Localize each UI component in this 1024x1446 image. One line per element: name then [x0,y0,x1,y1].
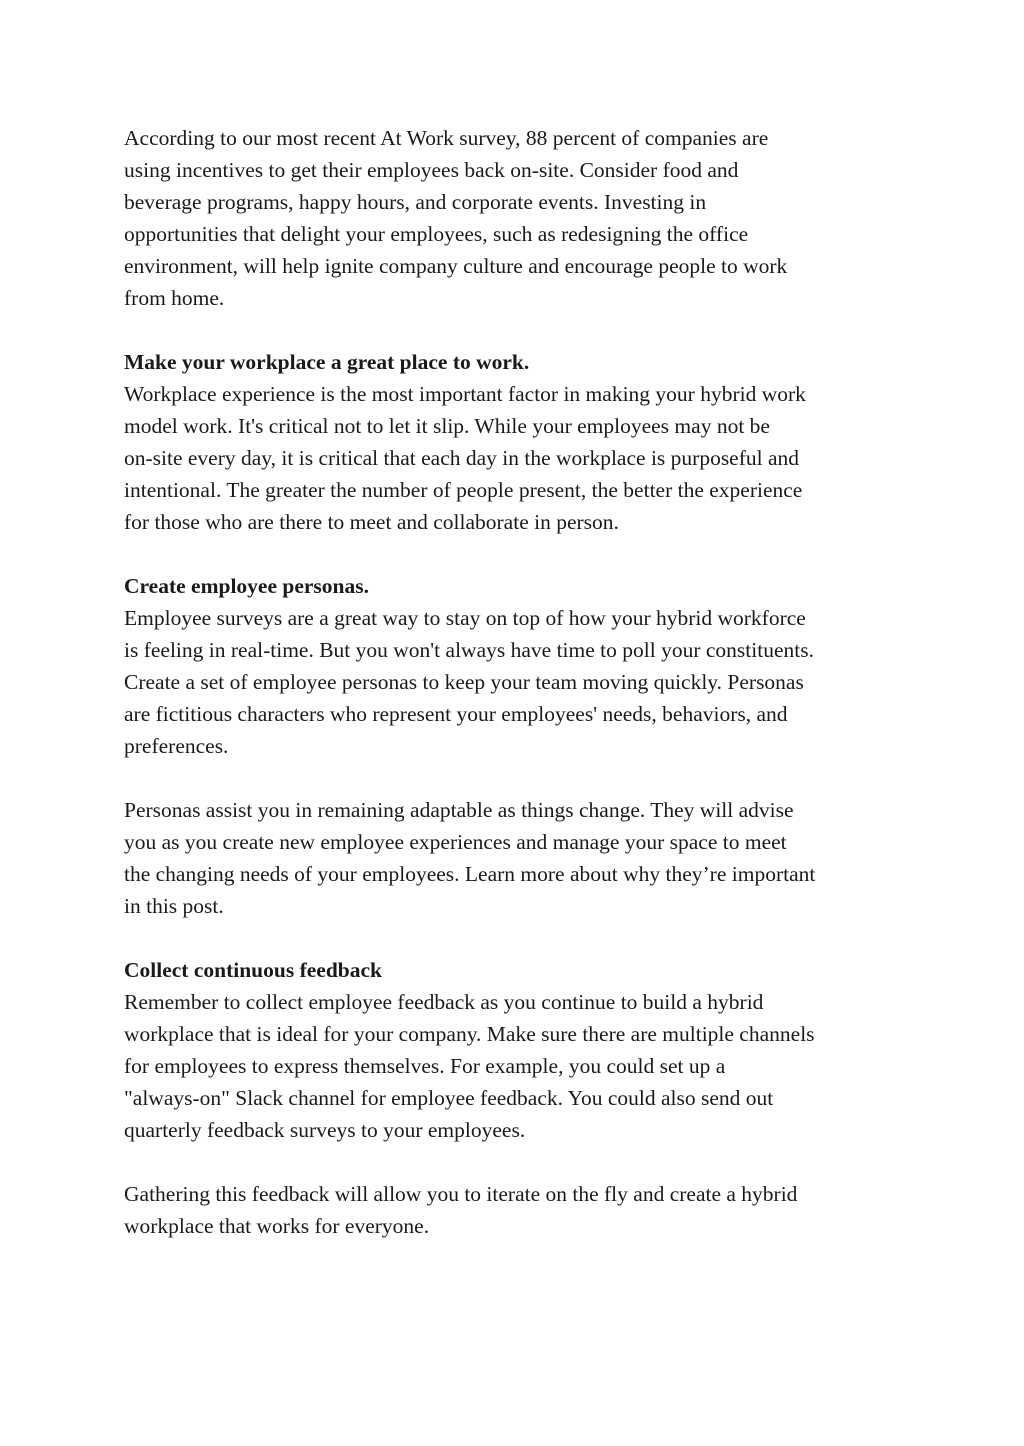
section-paragraph [124,794,904,922]
section-personas [124,570,904,922]
text-line: for those who are there to meet and collaborate in person. [124,510,619,534]
text-line: on-site every day, it is critical that each day in the workplace is purposeful and [124,446,800,470]
text-line: is feeling in real-time. But you won't always have time to poll your constituents. [124,638,814,662]
text-line: Employee surveys are a great way to stay on top of how your hybrid workforce [124,606,806,630]
text-line: the changing needs of your employees. Learn more about why they’re important [124,862,816,886]
section-paragraph [124,378,904,538]
text-line: Personas assist you in remaining adaptable as things change. They will advise [124,798,794,822]
document-page [124,122,904,1274]
text-line: you as you create new employee experiences and manage your space to meet [124,830,787,854]
text-line: Remember to collect employee feedback as you continue to build a hybrid [124,990,764,1014]
text-line: using incentives to get their employees back on-site. Consider food and [124,158,739,182]
text-line: workplace that works for everyone. [124,1214,430,1238]
section-heading: Collect continuous feedback [124,958,382,982]
text-line: quarterly feedback surveys to your employees. [124,1118,526,1142]
section-heading: Make your workplace a great place to work. [124,350,530,374]
text-line: workplace that is ideal for your company. Make sure there are multiple channels [124,1022,815,1046]
section-heading: Create employee personas. [124,574,370,598]
text-line: Workplace experience is the most important factor in making your hybrid work [124,382,806,406]
text-line: preferences. [124,734,229,758]
section-workplace [124,346,904,538]
text-line: Gathering this feedback will allow you to iterate on the fly and create a hybrid [124,1182,798,1206]
text-line: "always-on" Slack channel for employee feedback. You could also send out [124,1086,774,1110]
text-line: for employees to express themselves. For example, you could set up a [124,1054,726,1078]
text-line: are fictitious characters who represent your employees' needs, behaviors, and [124,702,788,726]
text-line: beverage programs, happy hours, and corporate events. Investing in [124,190,707,214]
text-line: intentional. The greater the number of people present, the better the experience [124,478,803,502]
text-line: According to our most recent At Work survey, 88 percent of companies are [124,126,769,150]
section-paragraph [124,986,904,1146]
text-line: Create a set of employee personas to keep your team moving quickly. Personas [124,670,804,694]
text-line: model work. It's critical not to let it slip. While your employees may not be [124,414,770,438]
section-feedback [124,954,904,1242]
text-line: environment, will help ignite company culture and encourage people to work [124,254,788,278]
text-line: in this post. [124,894,224,918]
text-line: opportunities that delight your employees, such as redesigning the office [124,222,749,246]
section-paragraph [124,1178,904,1242]
section-paragraph [124,602,904,762]
intro-paragraph [124,122,904,314]
text-line: from home. [124,286,225,310]
